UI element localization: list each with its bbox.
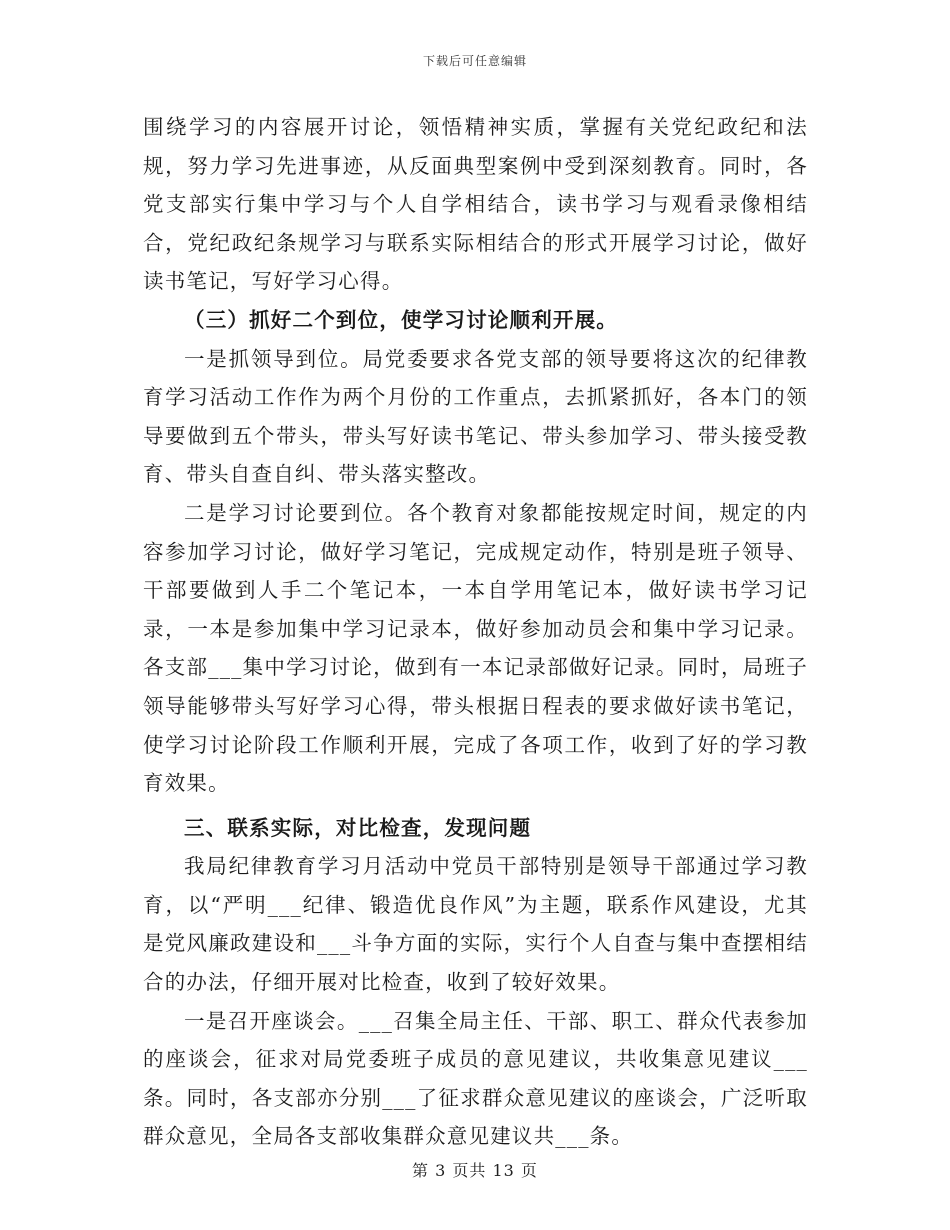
section-heading: 三、联系实际，对比检查，发现问题 — [184, 815, 532, 840]
paragraph-inspection: 我局纪律教育学习月活动中党员干部特别是领导干部通过学习教育，以“严明___纪律、锻造优良作风”为主题，联系作风建设，尤其是党风廉政建设和___斗争方面的实际，实行个人自查与集中查摆相结合的办法，仔细开展对比检查，收到了较好效果。 — [143, 854, 808, 995]
document-body — [143, 108, 808, 1156]
page-number: 第 3 页共 13 页 — [412, 1161, 538, 1180]
page-header: 下载后可任意编辑 — [422, 54, 527, 68]
subsection-heading: （三）抓好二个到位，使学习讨论顺利开展。 — [184, 307, 618, 332]
paragraph-continuation: 围绕学习的内容展开讨论，领悟精神实质，掌握有关党纪政纪和法规，努力学习先进事迹，从反面典型案例中受到深刻教育。同时，各党支部实行集中学习与个人自学相结合，读书学习与观看录像相结合，党纪政纪条规学习与联系实际相结合的形式开展学习讨论，做好读书笔记，写好学习心得。 — [143, 115, 808, 294]
paragraph-symposium: 一是召开座谈会。___召集全局主任、干部、职工、群众代表参加的座谈会，征求对局党委班子成员的意见建议，共收集意见建议___条。同时，各支部亦分别___了征求群众意见建议的座谈会，广泛听取群众意见，全局各支部收集群众意见建议共___条。 — [143, 1008, 808, 1149]
paragraph-leadership: 一是抓领导到位。局党委要求各党支部的领导要将这次的纪律教育学习活动工作作为两个月份的工作重点，去抓紧抓好，各本门的领导要做到五个带头，带头写好读书笔记、带头参加学习、带头接受教育、带头自查自纠、带头落实整改。 — [143, 346, 808, 487]
paragraph-discussion: 二是学习讨论要到位。各个教育对象都能按规定时间，规定的内容参加学习讨论，做好学习笔记，完成规定动作，特别是班子领导、干部要做到人手二个笔记本，一本自学用笔记本，做好读书学习记录，一本是参加集中学习记录本，做好参加动员会和集中学习记录。各支部___集中学习讨论，做到有一本记录部做好记录。同时，局班子领导能够带头写好学习心得，带头根据日程表的要求做好读书笔记，使学习讨论阶段工作顺利开展，完成了各项工作，收到了好的学习教育效果。 — [143, 500, 808, 796]
